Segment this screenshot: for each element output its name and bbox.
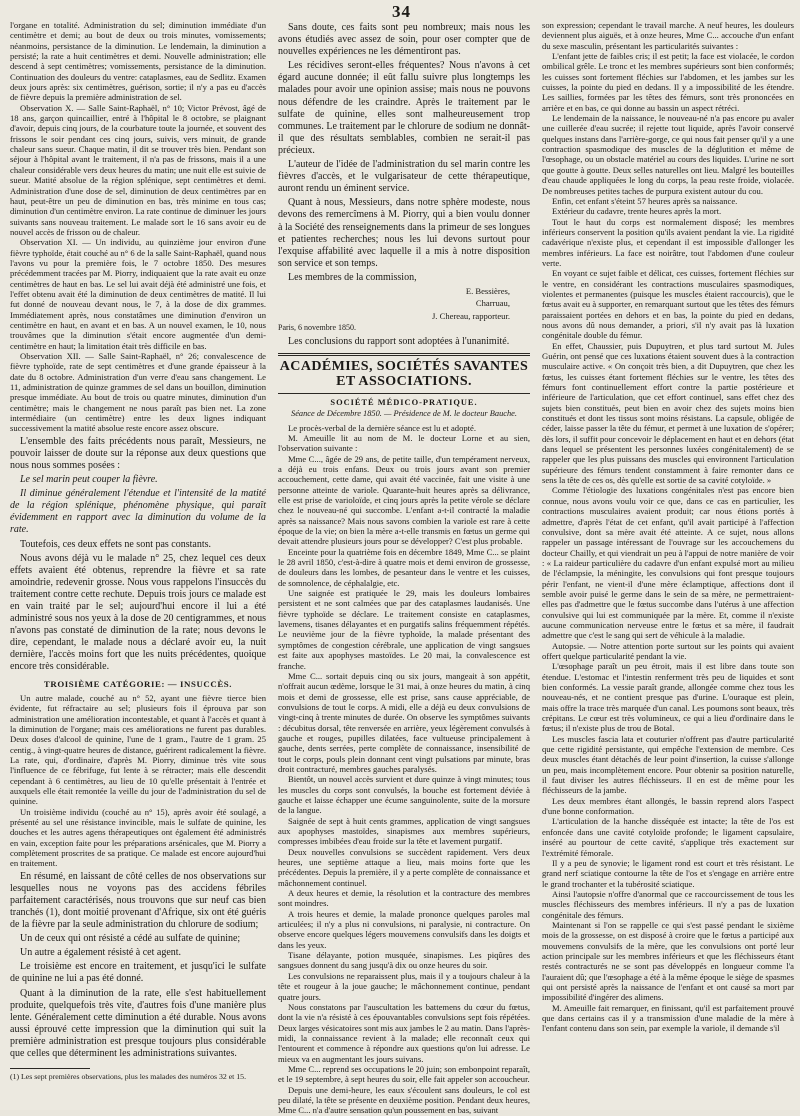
heading-divider — [278, 393, 530, 394]
footnote: (1) Les sept premières observations, plus les malades des numéros 32 et 15. — [10, 1072, 247, 1082]
paragraph: Les muscles fascia lata et couturier n'offrent pas d'autre particularité que cette rigidité persistante, qui empêche l'extension de membre. Ces deux muscles étant détachés de leur point d'insertion, la cuisse s'allonge un peu, mais incomplètement encore. Pour obtenir sa position naturelle, il faut diviser les autres fléchisseurs. Il en est de même pour les fléchisseurs de la jambe. — [542, 733, 794, 796]
paragraph: M. Ameuille lit au nom de M. le docteur Lorne et au sien, l'observation suivante : — [278, 432, 530, 454]
paragraph: Il y a peu de synovie; le ligament rond est court et très résistant. Le grand nerf sciatique contourne la tête de l'os et s'engage en arrière entre le grand trochanter et la tubérosité sciatique. — [542, 857, 794, 889]
signature-chereau: J. Chereau, rapporteur. — [431, 310, 510, 321]
column-middle — [278, 20, 531, 1116]
paragraph: Le troisième est encore en traitement, et jusqu'ici le sulfate de quinine ne lui a pas été donné. — [10, 961, 266, 985]
paragraph: Tisane délayante, potion musquée, sinapismes. Les piqûres des sangsues donnent du sang jusqu'à dix ou onze heures du soir. — [278, 950, 530, 971]
paragraph: En résumé, en laissant de côté celles de nos observations sur lesquelles nous ne voyons pas des accidens fébriles parfaitement caractérisés, nous trouvons que sur neuf cas bien tranchés (1), dont moitié provenant d'Afrique, six ont été guéris de la fièvre par la seule administration du chlorure de sodium; — [10, 870, 266, 931]
paragraph: Enfin, cet enfant s'éteint 57 heures après sa naissance. — [552, 195, 738, 206]
paragraph: L'articulation de la hanche disséquée est intacte; la tête de l'os est enfoncée dans une cavité cotyloïde profonde; le ligament capsulaire, inséré au pourtour de cette cavité, s'applique très exactement sur l'extrémité fémorale. — [542, 816, 794, 858]
paragraph: En effet, Chaussier, puis Dupuytren, et plus tard surtout M. Jules Guérin, ont pensé que ces luxations étaient souvent dues à la contraction musculaire active. « On conçoit très bien, a dit Dupuytren, que chez les fœtus, les cuisses étant fortement fléchies sur le ventre, les têtes des fémurs font continuellement effort contre la partie postérieure et inférieure de l'articulation, que cet effort continuel, sans effet chez des sujets bien constitués, peut bien en avoir chez des sujets moins bien constitués et dont les tissus sont moins résistans. La capsule, obligée de céder, laisse passer la tête du fémur, et permet à une luxation de s'opérer; dès lors, il suffit pour concevoir le déplacement en haut et en dehors (état dans lequel se présentent les personnes luxées congénitalement) de se rappeler que les plus puissans des muscles qui environnent l'articulation supérieure des fémurs tendent constamment à faire remonter dans ce sens la tête de ces os, dès qu'elle est sortie de sa cavité cotyloïde. » — [542, 340, 794, 486]
paragraph: Nous avons déjà vu le malade n° 25, chez lequel ces deux effets avaient été obtenus, reprendre la fièvre et sa rate amoindrie, redevenir grosse. Nous vous rappelons l'insuccès du traitement contre cette rechute. Depuis trois jours ce malade est en vain traité par le sel; aujourd'hui encore il lui a été administré sous nos yeux à la dose de 20 centigrammes, et nous n'avons pas constaté de diminution de la rate; nous devons le dire, cependant, le malade nous a déclaré avoir eu, la nuit dernière, l'accès moins fort que les nuits précédentes, quoique encore très considérable. — [10, 552, 266, 673]
paragraph: Saignée de sept à huit cents grammes, application de vingt sangsues aux apophyses mastoïdes, sinapismes aux membres supérieurs, compresses imbibées d'eau froide sur la tête et lavement purgatif. — [278, 815, 530, 847]
meeting-line: Séance de Décembre 1850. — Présidence de M. le docteur Bauche. — [291, 409, 517, 419]
observation-x: Observation X. — Salle Saint-Raphaël, n° 10; Victor Prévost, âgé de 18 ans, garçon quincaillier, entré à l'hôpital le 8 octobre, se plaignant d'avoir, depuis cinq jours, de la courbature toute la journée, et souvent des frissons le soir pendant ces cinq jours, suivis, vers minuit, de grande chaleur sans sueur. Chaque matin, il dit se trouver très bien. Pendant son séjour à l'hôpital avant le traitement, il n'a pas de frissons, mais il a une chaleur considérable vers deux heures du matin; une nuit elle est suivie de sueur. Matité absolue de la région splénique, sept centimètres et demi. Administration d'une dose de sel, diminution de deux centimètres par en haut, peut-être un peu de diminution en bas, très minime en tous cas; diminution d'un centimètre environ. La rate continue de diminuer les jours suivants sans nouveau traitement. Le malade sort le 16 sans avoir eu de nouvel accès de frisson ou de chaleur. — [10, 102, 266, 237]
paragraph: Quant à nous, Messieurs, dans notre sphère modeste, nous devons des remercîmens à M. Piorry, qui a bien voulu donner à la Société des renseignements dans la primeur de ses longues et patientes recherches; nous les lui devons surtout pour l'exquise affabilité avec laquelle il a mis à notre disposition son service et son temps. — [278, 197, 530, 269]
section-divider — [278, 353, 530, 356]
paragraph: A deux heures et demie, la résolution et la contracture des membres sont moindres. — [278, 888, 530, 909]
paragraph: Enceinte pour la quatrième fois en décembre 1849, Mme C... se plaint le 28 avril 1850, c'est-à-dire à quatre mois et demi environ de grossesse, de douleurs dans les lombes, de pesanteur dans le ventre et les cuisses, de somnolence, de céphalalgie, etc. — [278, 546, 530, 588]
observation-xi: Observation XI. — Un individu, au quinzième jour environ d'une fièvre typhoïde, était couché au n° 6 de la salle Saint-Raphaël, quand nous l'avons vu pour la première fois, le 7 octobre 1850. Des mesures précédemment tracées par M. Piorry, indiquaient que la rate avait eu onze centimètres de haut en bas. Le sel lui avait déjà été administré une fois, et l'effet obtenu avait été la diminution de deux centimètres de matité. Il lui fut donné de nouveau devant nous, le 7, à la dose de dix grammes. Immédiatement après, nous constatâmes une diminution d'environ un centimètre en haut, en avant et en bas. A un nouvel examen, le 10, nous trouvâmes que la diminution s'était encore augmentée d'un demi-centimètre en haut; la limitation était très difficile en bas. — [10, 237, 266, 351]
paragraph: Deux nouvelles convulsions se succèdent rapidement. Vers deux heures, une septième attaque a lieu, mais moins forte que les précédentes. Depuis la première, il y a perte complète de connaissance et mâchonnement continuel. — [278, 846, 530, 888]
paragraph: Sans doute, ces faits sont peu nombreux; mais nous les avons étudiés avec assez de soin, pour oser compter que de nouvelles expériences ne les démentiront pas. — [278, 22, 530, 58]
paragraph: Extérieur du cadavre, trente heures après la mort. — [552, 206, 722, 217]
paragraph: Tout le haut du corps est normalement disposé; les membres inférieurs conservent la position qu'ils avaient pendant la vie. La rigidité cadavérique n'existe plus, et cependant il est impossible d'allonger les membres inférieurs. La face est noirâtre, tout l'abdomen d'une couleur verte. — [542, 216, 794, 268]
paragraph: Les convulsions ne reparaissent plus, mais il y a toujours chaleur à la tête et rougeur à la joue gauche; le mâchonnement continue, pendant quatre jours. — [278, 970, 530, 1002]
paragraph: Les deux membres étant allongés, le bassin reprend alors l'aspect d'une bonne conformation. — [542, 795, 794, 817]
paragraph: Quant à la diminution de la rate, elle s'est habituellement produite, quelquefois très vite, d'autres fois d'une manière plus lente. Généralement cette diminution a été durable. Nous avons aussi éprouvé cette impression que la diminution qui suit la première administration est presque toujours plus considérable que celles que déterminent les administrations suivantes. — [10, 987, 266, 1060]
conclusion-one: Le sel marin peut couper la fièvre. — [20, 474, 158, 486]
column-right — [542, 20, 794, 1105]
paragraph: Bientôt, un nouvel accès survient et dure quinze à vingt minutes; tous les muscles du corps sont convulsés, la bouche est fortement déviée à gauche et laisse échapper une écume sanguinolente, suite de la morsure de la langue. — [278, 774, 530, 816]
paragraph: Depuis une demi-heure, les eaux s'écoulent sans douleurs, le col est peu dilaté, la tête se présente en deuxième position. Pendant deux heures, Mme C... n'a d'autre sensation qu'un poussement en bas, suivant — [278, 1084, 531, 1116]
signature-bessieres: E. Bessières, — [465, 285, 510, 296]
conclusion-two: Il diminue généralement l'étendue et l'intensité de la matité de la région splénique, phénomène physique, qui paraît évidemment en rapport avec la diminution du volume de la rate. — [10, 488, 266, 536]
paragraph: Un troisième individu (couché au n° 15), après avoir été soulagé, a présenté au sel une résistance invincible, mais le sulfate de quinine, les douches et les autres agens thérapeutiques ont également été administrés en vain, exception faite pour les préparations arsénicales, que M. Piorry a complètement proscrites de sa pratique. Ce malade est encore aujourd'hui en traitement. — [10, 806, 266, 869]
paragraph: Maintenant si l'on se rappelle ce qui s'est passé pendant le sixième mois de la grossesse, on est disposé à croire que le fœtus a participé aux mouvemens convulsifs de la mère, que les convulsions ont porté leur action principale sur les membres inférieurs et que les fléchisseurs étant restés contracturés ne se sont pas développés en longueur comme l'a l'auraient dû; que l'œsophage a été à la même époque le siège de spasmes qui ont persisté après la naissance de l'enfant et ont causé sa mort par impossibilité d'ingérer des alimens. — [542, 919, 794, 1003]
paragraph: Toutefois, ces deux effets ne sont pas constants. — [20, 538, 212, 550]
column-left — [10, 20, 266, 1105]
category-title: TROISIÈME CATÉGORIE: — INSUCCÈS. — [43, 678, 233, 689]
paragraph: l'organe en totalité. Administration du sel; diminution immédiate d'un centimètre et demi; au bout de deux ou trois minutes, vomissements; néanmoins, persistance de la diminution. Le lendemain, la diminution a persisté; la rate a huit centimètres et demi. Nouvelle administration; elle descend à sept centimètres; vomissements, persistance de la diminution. Continuation des douleurs du ventre: cataplasmes, eau de Sedlitz. Examen deux jours après: six centimètres, guérison, sortie; il n'y a pas eu d'accès de fièvre depuis la première administration de sel. — [10, 20, 266, 103]
paragraph: Comme l'étiologie des luxations congénitales n'est pas encore bien connue, nous avons voulu voir ce que, dans ce cas en particulier, les contractions musculaires avaient produit; car nous étions portés à admettre, d'après l'état de cet enfant, qu'il avait participé à l'affection convulsive, dont sa mère avait été atteinte. A ce sujet, nous allons rappeler un passage intéressant de l'ouvrage sur les accouchemens du docteur Chailly, et qui viendrait un peu à l'appui de notre manière de voir : « La raideur particulière du cadavre d'un enfant expulsé mort au milieu de l'éclampsie, la méningite, les convulsions qui font presque toujours périr l'enfant, ne vient-il d'une mère éclamptique, affections dont il semble avoir puisé le germe dans le sein de sa mère, ne permettraient-elles pas d'admettre que le fœtus succombe dans l'utérus à une affection convulsive qui lui est communiquée par la mère. Et, comme il n'existe aucune communication nerveuse entre le fœtus et sa mère, il faudrait admettre que c'est le sang qui sert de véhicule à la maladie. — [542, 485, 794, 641]
paragraph: L'auteur de l'idée de l'administration du sel marin contre les fièvres d'accès, et le vulgarisateur de cette thérapeutique, auront rendu un éminent service. — [278, 159, 530, 195]
paragraph: Mme C..., âgée de 29 ans, de petite taille, d'un tempérament nerveux, a déjà eu trois enfans. Deux ou trois jours avant son premier accouchement, cette dame, qui avait été vaccinée, fait une visite à une personne atteinte de variole. Quarante-huit heures après sa délivrance, elle est prise de varioloïde, et cinq jours après la petite vérole se déclare chez le nouveau-né qui succombe. L'enfant a-t-il contracté la maladie après sa naissance? Mais nous savons combien la variole est rare à cette époque de la vie; on bien la mère a-t-elle transmis en fœtus un germe qui devait attendre plusieurs jours pour se développer? C'est plus probable. — [278, 453, 530, 547]
section-heading: ACADÉMIES, SOCIÉTÉS SAVANTES ET ASSOCIATIONS. — [279, 358, 529, 389]
paragraph: Nous constatons par l'auscultation les battemens du cœur du fœtus, dont la vie n'a résisté à ces épouvantables convulsions sept fois répétées. Deux larges vésicatoires sont mis aux jambes le 2 au matin. Dans l'après-midi, la connaissance revient à la malade; elle reconnaît ceux qui l'entourent et commence à répondre aux questions qu'on lui adresse. Le mieux va en augmentant les jours suivans. — [278, 1001, 530, 1064]
paragraph: M. Ameuille fait remarquer, en finissant, qu'il est parfaitement prouvé que dans certains cas il y a transmission d'une maladie de la mère à l'enfant contenu dans son sein, par exemple la variole, il demande s'il — [542, 1002, 794, 1034]
signature-charruau: Charruau, — [475, 298, 510, 309]
paragraph: L'ensemble des faits précédents nous paraît, Messieurs, ne pouvoir laisser de doute sur la réponse aux deux questions que nous nous sommes posées : — [10, 435, 266, 471]
paragraph: L'œsophage paraît un peu étroit, mais il est libre dans toute son étendue. L'estomac et l'intestin renferment très peu de liquides et sont bien conformés. La vessie paraît grande, allongée comme chez tous les nouveau-nés, et ne contient presque pas d'urine. L'ouraque est plein, mais offre la trace très marquée d'un canal. Les poumons sont beaux, très crépitans. Le cœur est très volumineux, ce qui a lieu d'ordinaire dans le fœtus; il n'existe plus de trou de Botal. — [542, 661, 794, 734]
paragraph: En voyant ce sujet faible et délicat, ces cuisses, fortement fléchies sur le ventre, en considérant les contractions musculaires spasmodiques, violentes et permanentes (puisque les muscles étaient raccourcis), que le fœtus avait eu à supporter, en remarquant surtout que les têtes des fémurs paraissaient portées en dehors et en bas, la pointe du pied en dedans, nous avons dû nous demander, a priori, s'il n'y avait pas là luxation congénitale double du fémur. — [542, 268, 794, 341]
page-number: 34 — [392, 2, 411, 21]
paragraph: Un de ceux qui ont résisté a cédé au sulfate de quinine; — [20, 933, 241, 945]
paragraph: Un autre a également résisté à cet agent. — [20, 947, 182, 959]
paragraph: Une saignée est pratiquée le 29, mais les douleurs lombaires persistent et ne sont calmées que par des cataplasmes laudanisés. Une fièvre typhoïde se déclare. Le traitement consiste en cataplasmes, lavemens, tisanes délayantes et en purgatifs salins fréquemment répétés. Le neuvième jour de la fièvre typhoïde, la malade présentant des symptômes de congestion cérébrale, une application de vingt sangsues est faite aux apophyses mastoïdes. Le 20 mai, la convalescence est franche. — [278, 588, 530, 671]
paragraph: Un autre malade, couché au n° 52, ayant une fièvre tierce bien évidente, fut réfractaire au sel; plusieurs fois il éprouva par son administration une amélioration incontestable, et quant à l'accès et quant à la diminution de l'organe; mais ces améliorations ne furent pas durables. Deux doses d'alcool de quinine, l'une de 1 gram., l'autre de 1 gram. 25 centig., à vingt-quatre heures de distance, guérirent radicalement la fièvre. La rate, qui, d'ordinaire, d'après M. Piorry, diminue très vite sous l'influence de ce fébrifuge, fut lente à se rétracter; mais elle descendit cependant à 6 centimètres, au lieu de 10 qu'elle présentait à l'entrée et auxquels elle était remontée la veille du jour de l'administration du sel de quinine. — [10, 692, 266, 807]
paragraph: Ainsi l'autopsie n'offre d'anormal que ce raccourcissement de tous les muscles fléchisseurs des membres inférieurs. Il n'y a pas de luxation congénitale des fémurs. — [542, 888, 794, 920]
adoption-note: Les conclusions du rapport sont adoptées à l'unanimité. — [288, 335, 510, 347]
paragraph: L'enfant jette de faibles cris; il est petit; la face est violacée, le cordon ombilical grêle. Le tronc et les membres supérieurs sont bien conformés; les cuisses sont fortement fléchies sur l'abdomen, et les jambes sur les cuisses, la pointe du pied en dedans. Il y a impossibilité de les étendre. Les saillies, formées par les têtes des fémurs, sont très prononcées en arrière et en bas, ce qui donne au bassin un aspect rétréci. — [542, 51, 794, 113]
paragraph: Les membres de la commission, — [288, 271, 417, 283]
footnote-divider — [10, 1068, 90, 1069]
paragraph: A trois heures et demie, la malade prononce quelques paroles mal articulées; il n'y a plus ni convulsions, ni paralysie, ni contracture. On observe encore quelques légers mouvemens convulsifs dans les doigts et dans les yeux. — [278, 908, 530, 950]
paragraph: Mme C... sortait depuis cinq ou six jours, mangeait à son appétit, n'offrait aucun œdème, lorsque le 31 mai, à onze heures du matin, à cinq mois et demi de grossesse, elle est prise, sans cause appréciable, de convulsions de tout le corps. A midi, elle a déjà eu deux convulsions de vingt-cinq à trente minutes de durée. On observe les symptômes suivants : décubitus dorsal, tête renversée en arrière, yeux légèrement convulsés à gauche et rouges, pupilles dilatées, face vultueuse principalement à gauche, dents serrées, perte complète de connaissance, insensibilité de tout le corps, pouls plein donnant cent vingt pulsations par minute, bras droit contracturé, membres gauches paralysés. — [278, 670, 530, 774]
autopsy-paragraph: Autopsie. — Notre attention porte surtout sur les points qui avaient offert quelque particularité pendant la vie. — [542, 640, 794, 661]
report-date: Paris, 6 novembre 1850. — [278, 323, 356, 333]
paragraph: Les récidives seront-elles fréquentes? Nous n'avons à cet égard aucune donnée; il eût fallu suivre plus longtemps les malades pour avoir une opinion assise; mais nous ne pouvons nous défendre de les craindre. Après le traitement par le sulfate de quinine, elles sont malheureusement trop communes. Le traitement par le chlorure de sodium ne donnât-il que des résultats semblables, combien ne serait-il pas précieux. — [278, 60, 530, 156]
paragraph: Le procès-verbal de la dernière séance est lu et adopté. — [288, 422, 477, 433]
society-name: SOCIÉTÉ MÉDICO-PRATIQUE. — [330, 397, 478, 407]
paragraph: Mme C... reprend ses occupations le 20 juin; son embonpoint reparaît, et le 19 septembre, à sept heures du soir, elle fait appeler son accoucheur. — [278, 1063, 530, 1085]
paragraph: son expression; cependant le travail marche. A neuf heures, les douleurs deviennent plus aiguës, et à onze heures, Mme C... accouche d'un enfant du sexe masculin, présentant les particularités suivantes : — [542, 20, 794, 51]
paragraph: Le lendemain de la naissance, le nouveau-né n'a pas encore pu avaler une cuillerée d'eau sucrée; il rejette tout liquide, après l'avoir conservé quelques instans dans l'arrière-gorge, ce qui nous fait penser qu'il y a une contraction spasmodique des muscles de la déglutition et même de l'œsophage, ou un obstacle matériel au cours des liquides. L'urine ne sort que goutte à goutte. Deux selles naturelles ont lieu. Malgré les bouteilles d'eau chaude appliquées le long du corps, la peau reste froide, violacée. De nombreuses petites taches de purpura existent autour du cou. — [542, 113, 794, 196]
observation-xii: Observation XII. — Salle Saint-Raphaël, n° 26; convalescence de fièvre typhoïde, rate de sept centimètres et d'une grande épaisseur à la date du 8 octobre. Administration d'un verre d'eau sans changement. Le 11, administration de quinze grammes de sel dans un bouillon, diminution presque immédiate. Au bout de trois ou quatre minutes, diminution d'un centimètre; mais le changement ne nous paraît pas bien net. La zone intermédiaire (un centimètre) entre les deux lignes indiquant successivement la matité absolue reste encore assez obscure. — [10, 351, 266, 434]
